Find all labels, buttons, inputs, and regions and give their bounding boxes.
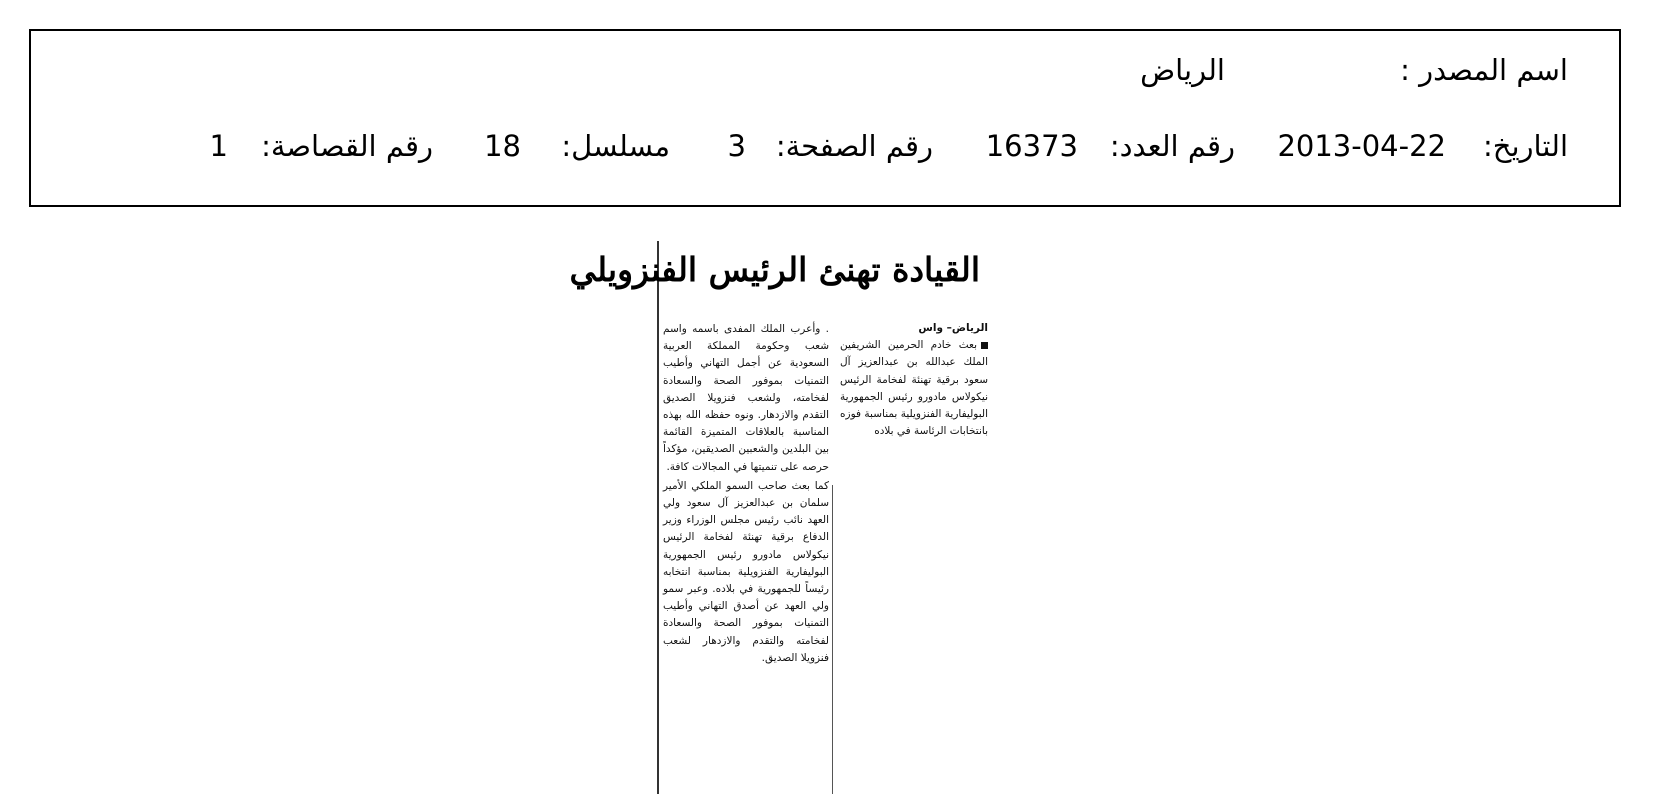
page-label: رقم الصفحة: xyxy=(775,129,933,163)
clipping-info-box xyxy=(29,29,1621,207)
date-label: التاريخ: xyxy=(1482,129,1568,163)
article-paragraph-2: . وأعرب الملك المفدى باسمه واسم شعب وحكومة المملكة العربية السعودية عن أجمل التهاني وأطيب التمنيات بموفور الصحة والسعادة لفخامته، ولشعب فنزويلا الصديق التقدم والازدهار. ونوه حفظه الله بهذه المناسبة بالعلاقات المتميزة القائمة بين البلدين والشعبين الصديقين، مؤكداً حرصه على تنميتها في المجالات كافة. xyxy=(663,323,829,473)
serial-value: 18 xyxy=(484,129,521,163)
clipping-edge-line xyxy=(657,241,659,794)
page-value: 3 xyxy=(727,129,746,163)
newspaper-clipping xyxy=(569,235,1002,794)
article-column-left xyxy=(663,321,829,667)
serial-label: مسلسل: xyxy=(561,129,670,163)
article-paragraph-3: كما بعث صاحب السمو الملكي الأمير سلمان بن عبدالعزيز آل سعود ولي العهد نائب رئيس مجلس الوزراء وزير الدفاع برقية تهنئة لفخامة الرئيس نيكولاس مادورو رئيس الجمهورية البوليفارية الفنزويلية بمناسبة انتخابه رئيساً للجمهورية في بلاده. وعبر سمو ولي العهد عن أصدق التهاني وأطيب التمنيات بموفور الصحة والسعادة لفخامته والتقدم والازدهار لشعب فنزويلا الصديق. xyxy=(663,479,829,664)
article-paragraph-1-text: بعث خادم الحرمين الشريفين الملك عبدالله بن عبدالعزيز آل سعود برقية تهنئة لفخامة الرئيس نيكولاس مادورو رئيس الجمهورية البوليفارية الفنزويلية بمناسبة فوزه بانتخابات الرئاسة في بلاده xyxy=(840,339,988,438)
article-byline: الرياض– واس xyxy=(918,322,988,334)
article-paragraph-1 xyxy=(840,337,988,440)
source-label: اسم المصدر : xyxy=(1400,53,1568,87)
column-divider xyxy=(832,485,833,794)
article-column-right xyxy=(840,320,988,440)
article-headline: القيادة تهنئ الرئيس الفنزويلي xyxy=(569,250,980,289)
issue-value: 16373 xyxy=(985,129,1078,163)
clip-value: 1 xyxy=(209,129,228,163)
clip-label: رقم القصاصة: xyxy=(261,129,433,163)
source-value: الرياض xyxy=(1140,53,1225,87)
issue-label: رقم العدد: xyxy=(1109,129,1235,163)
bullet-square-icon xyxy=(981,342,988,349)
date-value: 2013-04-22 xyxy=(1277,129,1446,163)
